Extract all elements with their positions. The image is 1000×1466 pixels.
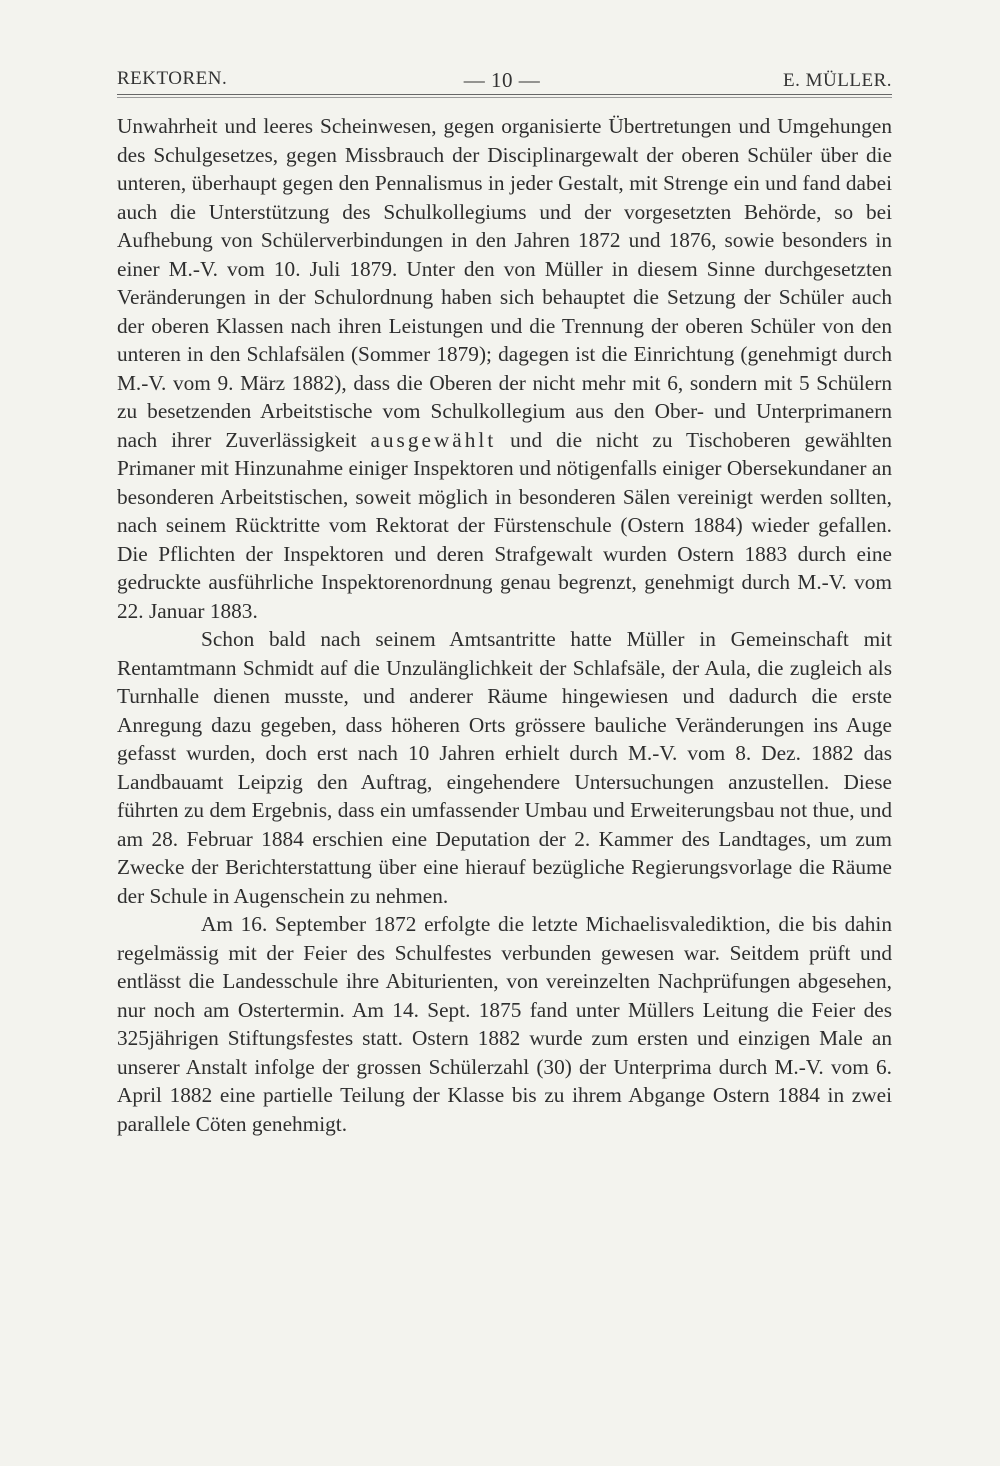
header-rule	[117, 94, 892, 95]
spaced-emphasis: ausgewählt	[370, 427, 497, 452]
header-section-title: REKTOREN.	[117, 68, 228, 89]
header-rule-secondary	[117, 97, 892, 98]
page-number: — 10 —	[463, 68, 541, 92]
body-text	[117, 112, 892, 1138]
paragraph-1-part-b: und die nicht zu Tischoberen gewählten Primaner mit Hinzunahme einiger Inspektoren und nötigenfalls einiger Obersekundaner an besonderen Arbeitstischen, soweit möglich in besonderen Sälen vereinigt werden sollten, nach seinem Rücktritte vom Rektorat der Fürstenschule (Ostern 1884) wieder gefallen. Die Pflichten der Inspektoren und deren Strafgewalt wurden Ostern 1883 durch eine gedruckte ausführliche Inspektorenordnung genau begrenzt, genehmigt durch M.-V. vom 22. Januar 1883.	[117, 427, 892, 623]
paragraph-1	[117, 112, 892, 625]
running-header	[117, 62, 892, 96]
paragraph-2: Schon bald nach seinem Amtsantritte hatte Müller in Gemeinschaft mit Rentamtmann Schmidt auf die Unzulänglichkeit der Schlafsäle, der Aula, die zugleich als Turnhalle dienen musste, und anderer Räume hingewiesen und dadurch die erste Anregung dazu gegeben, dass höheren Orts grössere bauliche Veränderungen ins Auge gefasst wurden, doch erst nach 10 Jahren erhielt durch M.-V. vom 8. Dez. 1882 das Landbauamt Leipzig den Auftrag, eingehendere Untersuchungen anzustellen. Diese führten zu dem Ergebnis, dass ein umfassender Umbau und Erweiterungsbau not thue, und am 28. Februar 1884 erschien eine Deputation der 2. Kammer des Landtages, um zum Zwecke der Berichterstattung über eine hierauf bezügliche Regierungsvorlage die Räume der Schule in Augenschein zu nehmen.	[117, 627, 892, 908]
paragraph-1-part-a: Unwahrheit und leeres Scheinwesen, gegen organisierte Übertretungen und Umgehungen des Schulgesetzes, gegen Missbrauch der Disciplinargewalt der oberen Schüler über die unteren, überhaupt gegen den Pennalismus in jeder Gestalt, mit Strenge ein und fand dabei auch die Unterstützung des Schulkollegiums und der vorgesetzten Behörde, so bei Aufhebung von Schülerverbindungen in den Jahren 1872 und 1876, sowie besonders in einer M.-V. vom 10. Juli 1879. Unter den von Müller in diesem Sinne durchgesetzten Veränderungen in der Schulordnung haben sich behauptet die Setzung der Schüler auch der oberen Klassen nach ihren Leistungen und die Trennung der oberen Schüler von den unteren in den Schlafsälen (Sommer 1879); dagegen ist die Einrichtung (genehmigt durch M.-V. vom 9. März 1882), dass die Oberen der nicht mehr mit 6, sondern mit 5 Schülern zu besetzenden Arbeitstische vom Schulkollegium aus den Ober- und Unterprimanern nach ihrer Zuverlässigkeit	[117, 114, 892, 452]
header-author: E. MÜLLER.	[783, 70, 892, 91]
paragraph-3: Am 16. September 1872 erfolgte die letzte Michaelisvalediktion, die bis dahin regelmässig mit der Feier des Schulfestes verbunden gewesen war. Seitdem prüft und entlässt die Landesschule ihre Abiturienten, von vereinzelten Nachprüfungen abgesehen, nur noch am Ostertermin. Am 14. Sept. 1875 fand unter Müllers Leitung die Feier des 325jährigen Stiftungsfestes statt. Ostern 1882 wurde zum ersten und einzigen Male an unserer Anstalt infolge der grossen Schülerzahl (30) der Unterprima durch M.-V. vom 6. April 1882 eine partielle Teilung der Klasse bis zu ihrem Abgange Ostern 1884 in zwei parallele Cöten genehmigt.	[117, 912, 892, 1136]
